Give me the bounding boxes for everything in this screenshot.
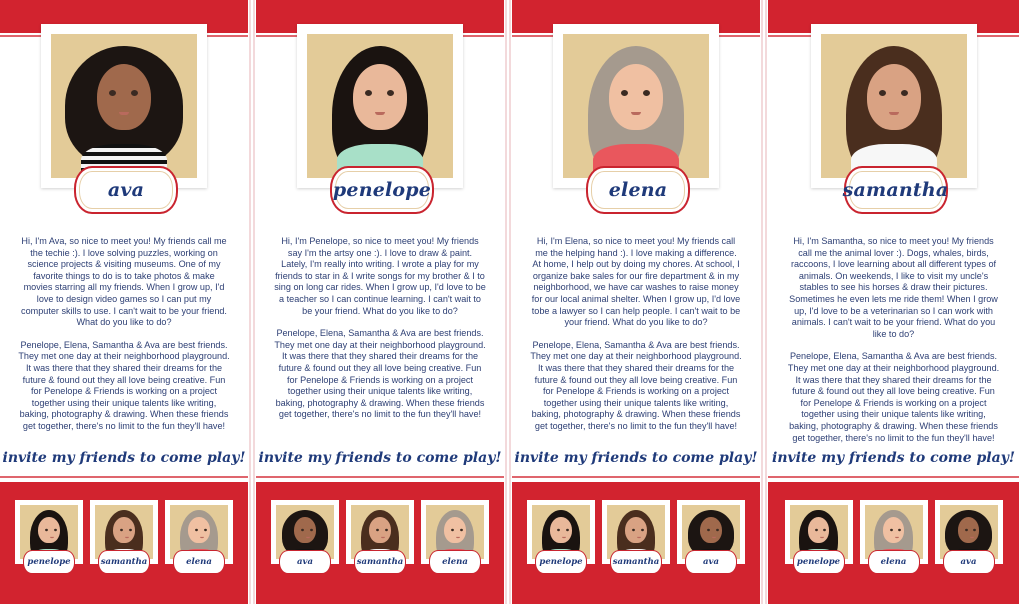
doll-face <box>609 64 663 130</box>
doll-face <box>113 517 134 543</box>
bio-text <box>530 236 742 444</box>
doll-face <box>867 64 921 130</box>
invite-tagline: invite my friends to come play! <box>514 450 758 466</box>
friend-card-elena <box>421 500 489 570</box>
profile-card-elena <box>512 0 760 604</box>
friend-card-ava <box>677 500 745 570</box>
friend-card-elena <box>165 500 233 570</box>
portrait-frame <box>811 24 977 188</box>
bio-intro: Hi, I'm Ava, so nice to meet you! My friends call me the techie :). I love solving puzzles, working on science projects & visiting museums. One of my favorite things to do is to take photos & make movies starring all my friends. When I grow up, I'd love to design video games so I can put my computer skills to use. I can't wait to be your friend. What do you like to do? <box>21 236 227 328</box>
friends-row <box>768 500 1019 570</box>
friends-row <box>512 500 760 570</box>
doll-face <box>625 517 646 543</box>
friend-name-label: elena <box>173 550 225 574</box>
portrait-frame <box>41 24 207 188</box>
friend-card-ava <box>935 500 1003 570</box>
invite-tagline: invite my friends to come play! <box>772 450 1015 466</box>
friend-name-label: elena <box>429 550 481 574</box>
name-label: ava <box>74 166 178 214</box>
friend-name-label: samantha <box>610 550 662 574</box>
friend-card-penelope <box>527 500 595 570</box>
friend-card-ava <box>271 500 339 570</box>
name-label: penelope <box>330 166 434 214</box>
bio-text <box>786 236 1001 455</box>
friend-name-label: ava <box>685 550 737 574</box>
portrait-frame <box>553 24 719 188</box>
doll-face <box>700 517 721 543</box>
doll-face <box>294 517 315 543</box>
doll-face <box>369 517 390 543</box>
friend-card-samantha <box>90 500 158 570</box>
shared-story: Penelope, Elena, Samantha & Ava are best friends. They met one day at their neighborhood playground. It was there that they shared their dreams for the future & found out they all love being creative. Fun for Penelope & Friends is working on a project together using their unique talents like writing, baking, photography & drawing. When these friends get together, there's no limit to the fun they'll have! <box>787 351 1000 443</box>
friends-row <box>0 500 248 570</box>
friends-row <box>256 500 504 570</box>
friend-name-label: penelope <box>535 550 587 574</box>
friend-card-elena <box>860 500 928 570</box>
panel-divider <box>248 0 256 604</box>
name-label: elena <box>586 166 690 214</box>
friend-card-penelope <box>15 500 83 570</box>
friend-card-penelope <box>785 500 853 570</box>
friend-card-samantha <box>602 500 670 570</box>
friend-name-label: ava <box>943 550 995 574</box>
doll-face <box>958 517 979 543</box>
panel-divider <box>760 0 768 604</box>
doll-face <box>38 517 59 543</box>
doll-face <box>444 517 465 543</box>
friend-name-label: ava <box>279 550 331 574</box>
friend-name-label: samantha <box>98 550 150 574</box>
samantha-portrait-image <box>821 34 967 178</box>
bio-text <box>274 236 486 432</box>
invite-tagline: invite my friends to come play! <box>258 450 502 466</box>
friend-name-label: penelope <box>23 550 75 574</box>
bio-text <box>18 236 230 444</box>
bio-intro: Hi, I'm Samantha, so nice to meet you! My friends call me the animal lover :). Dogs, whales, birds, raccoons, I love learning about all different types of animals. On weekends, I like to visit my uncle's stables to see his horses & draw their pictures. Sometimes he even lets me ride them! When I grow up, I'd love to be a veterinarian so I can work with animals. I can't wait to be your friend. What do you like to do? <box>789 236 998 339</box>
doll-face <box>808 517 829 543</box>
portrait-frame <box>297 24 463 188</box>
doll-face <box>550 517 571 543</box>
panel-divider <box>504 0 512 604</box>
elena-portrait-image <box>563 34 709 178</box>
name-label: samantha <box>844 166 948 214</box>
doll-face <box>353 64 407 130</box>
doll-face <box>883 517 904 543</box>
profile-card-penelope <box>256 0 504 604</box>
shared-story: Penelope, Elena, Samantha & Ava are best friends. They met one day at their neighborhood playground. It was there that they shared their dreams for the future & found out they all love being creative. Fun for Penelope & Friends is working on a project together using their unique talents like writing, baking, photography & drawing. When these friends get together, there's no limit to the fun they'll have! <box>18 339 230 431</box>
friend-name-label: elena <box>868 550 920 574</box>
friend-name-label: samantha <box>354 550 406 574</box>
friend-card-samantha <box>346 500 414 570</box>
doll-face <box>188 517 209 543</box>
profile-card-ava <box>0 0 248 604</box>
friend-name-label: penelope <box>793 550 845 574</box>
ava-portrait-image <box>51 34 197 178</box>
doll-face <box>97 64 151 130</box>
shared-story: Penelope, Elena, Samantha & Ava are best friends. They met one day at their neighborhood playground. It was there that they shared their dreams for the future & found out they all love being creative. Fun for Penelope & Friends is working on a project together using their unique talents like writing, baking, photography & drawing. When these friends get together, there's no limit to the fun they'll have! <box>274 328 486 420</box>
bio-intro: Hi, I'm Penelope, so nice to meet you! My friends say I'm the artsy one :). I love to draw & paint. Lately, I'm really into writing. I wrote a play for my friends to star in & I write songs for my brother & I to sing on long car rides. When I grow up, I'd love to be a teacher so I can continue learning. I can't wait to be your friend. What do you like to do? <box>274 236 486 316</box>
invite-tagline: invite my friends to come play! <box>2 450 246 466</box>
shared-story: Penelope, Elena, Samantha & Ava are best friends. They met one day at their neighborhood playground. It was there that they shared their dreams for the future & found out they all love being creative. Fun for Penelope & Friends is working on a project together using their unique talents like writing, baking, photography & drawing. When these friends get together, there's no limit to the fun they'll have! <box>530 339 742 431</box>
penelope-portrait-image <box>307 34 453 178</box>
bio-intro: Hi, I'm Elena, so nice to meet you! My friends call me the helping hand :). I love making a difference. At home, I help out by doing my chores. At school, I organize bake sales for our fire department & in my neighborhood, we have car washes to raise money for our local animal shelter. When I grow up, I'd love tobe a lawyer so I can help people. I can't wait to be your friend. What do you like to do? <box>531 236 741 328</box>
profile-card-samantha <box>768 0 1019 604</box>
